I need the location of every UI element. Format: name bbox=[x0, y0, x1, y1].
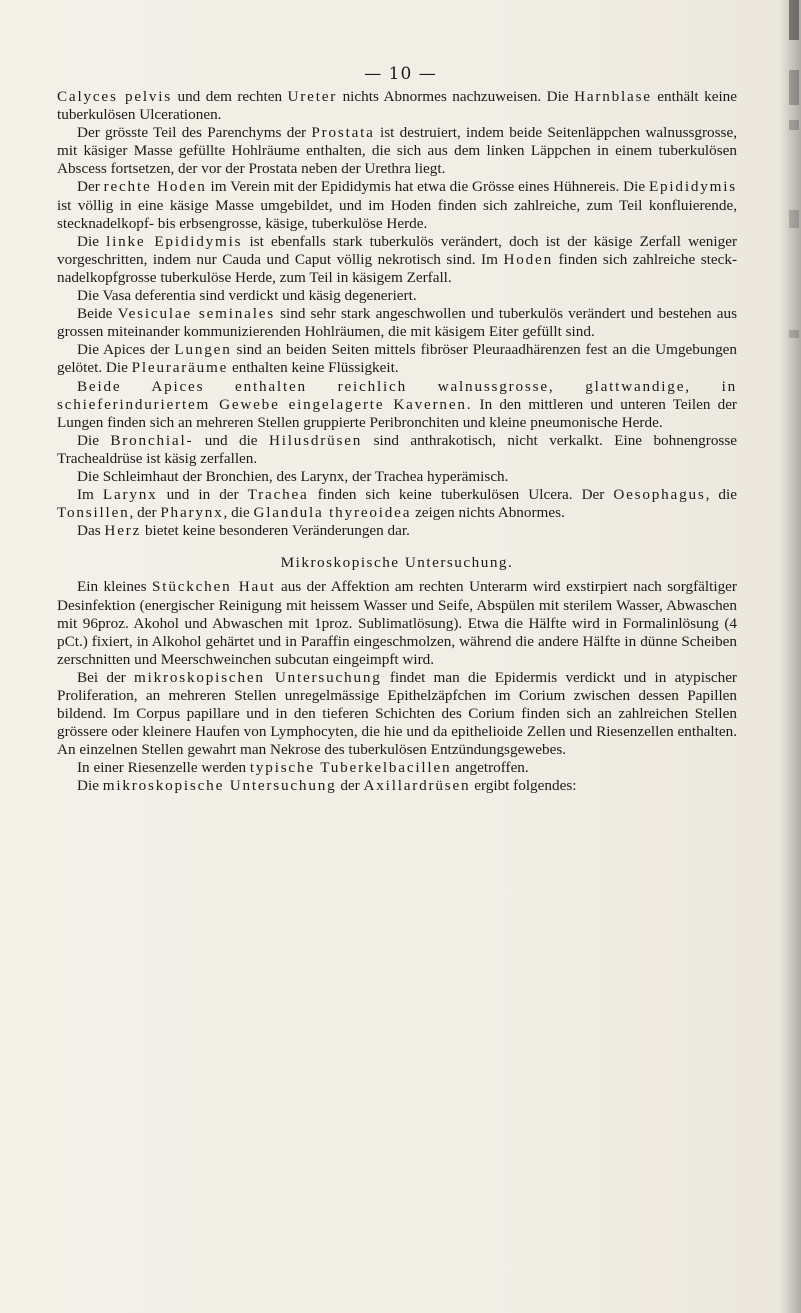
text-run: aus der Affektion am rechten Unterarm wird exstirpiert nach sorgfältiger Desinfektion (energischer Reinigung mit heissem Wasser und Seife, Abspülen mit sterilem Wasser, Abwaschen mit 96proz. Akohol und Abwaschen mit 1proz. Sublimatlösung). Etwa die Hälfte wird in Formalinlösung (4 pCt.) fixiert, in Alkohol gehärtet und in Paraffin eingeschmolzen, während die andere Hälfte in dünne Scheiben zerschnitten und Meerschweinchen subcutan eingeimpft wird. bbox=[57, 578, 737, 668]
paragraph bbox=[57, 669, 737, 759]
text-run: und dem rechten bbox=[172, 88, 288, 105]
text-run: Das bbox=[77, 522, 105, 540]
text-run: nichts Abnormes nachzuweisen. Die bbox=[337, 88, 575, 105]
spaced-term: Tonsillen bbox=[57, 504, 130, 522]
spaced-term: Pleuraräume bbox=[131, 359, 229, 377]
spaced-term: Stückchen Haut bbox=[152, 578, 276, 596]
text-run: angetroffen. bbox=[451, 759, 529, 777]
text-run: finden sich zahlreiche stecknadelkopfgrosse tuberkulöse Herde, zum Teil in käsigem Zerfall. bbox=[57, 250, 738, 286]
text-run: Die bbox=[77, 232, 107, 250]
page-number: — 10 — bbox=[364, 64, 437, 84]
spaced-term: Glandula thyreoidea bbox=[253, 504, 412, 522]
text-run: und in der bbox=[157, 486, 248, 504]
body-text bbox=[57, 88, 737, 796]
spaced-term: Harnblase bbox=[574, 88, 652, 105]
text-run: enthalten keine Flüssigkeit. bbox=[228, 359, 399, 377]
text-run: , die bbox=[223, 504, 254, 522]
text-run: Der grösste Teil des Parenchyms der bbox=[77, 124, 312, 142]
text-run: Die Vasa deferentia sind verdickt und käsig degeneriert. bbox=[77, 287, 417, 305]
spaced-term: linke Epididymis bbox=[106, 232, 243, 250]
spaced-term: Epididymis bbox=[648, 178, 737, 196]
text-run: , der bbox=[129, 504, 161, 522]
paragraph bbox=[57, 432, 737, 468]
text-run: enthält keine tuberkulösen Ulcerationen. bbox=[57, 88, 737, 124]
spaced-term: Trachea bbox=[247, 486, 309, 504]
text-run: In den mittleren und unteren Teilen der Lungen finden sich an mehreren Stellen gruppierte Peribronchiten und kleine pneumonische Herde. bbox=[57, 395, 737, 431]
paragraph bbox=[57, 486, 737, 522]
text-run: In einer Riesenzelle werden bbox=[77, 759, 250, 777]
page-edge-shadow bbox=[779, 0, 801, 1313]
spaced-term: Pharynx bbox=[160, 504, 224, 522]
text-run: Die Schleimhaut der Bronchien, des Larynx, der Trachea hyperämisch. bbox=[77, 467, 509, 485]
paragraph bbox=[57, 522, 737, 540]
paragraph bbox=[57, 378, 737, 432]
text-run: Der bbox=[77, 178, 104, 196]
text-run: und die bbox=[193, 431, 269, 449]
paragraph bbox=[57, 124, 737, 178]
paragraph bbox=[57, 305, 737, 341]
text-run: Bei der bbox=[77, 668, 134, 686]
section-heading: Mikroskopische Untersuchung. bbox=[280, 554, 514, 572]
text-run: sind an beiden Seiten mittels fibröser Pleuraadhärenzen fest an die Umgebungen gelötet. Die bbox=[57, 341, 738, 377]
spaced-term: Vesiculae seminales bbox=[117, 305, 275, 323]
text-run: ergibt folgendes: bbox=[470, 777, 577, 795]
text-run: im Verein mit der Epididymis hat etwa die Grösse eines Hühnereis. Die bbox=[206, 178, 649, 196]
autopsy-findings bbox=[57, 88, 737, 540]
spaced-term: Oesophagus bbox=[613, 486, 706, 504]
text-run: Im bbox=[77, 486, 103, 504]
paragraph bbox=[57, 287, 737, 305]
text-run: bietet keine besonderen Veränderungen dar. bbox=[141, 522, 410, 540]
spaced-term: Bronchial- bbox=[110, 431, 194, 449]
text-run: ist völlig in eine käsige Masse umgebildet, und im Hoden finden sich zahlreiche, zum Teil konfluierende, stecknadelkopf- bis erbsengrosse, käsige, tuberkulöse Herde. bbox=[57, 196, 737, 232]
spaced-term: Ureter bbox=[287, 88, 338, 105]
paragraph bbox=[57, 88, 737, 124]
spaced-term: Lungen bbox=[174, 341, 232, 359]
text-run: Die Apices der bbox=[77, 341, 175, 359]
text-run: ist destruiert, indem beide Seitenläppchen walnussgrosse, mit käsiger Masse gefüllte Hohlräume enthalten, die sich aus dem linken Läppchen in einem tuberkulösen Abscess fortsetzen, der vor der Prostata neben der Urethra liegt. bbox=[57, 124, 737, 178]
spaced-term: mikroskopische Untersuchung bbox=[102, 777, 337, 795]
spaced-term: mikroskopischen Untersuchung bbox=[134, 668, 382, 686]
spaced-term: Calyces pelvis bbox=[57, 88, 173, 105]
spaced-term: Prostata bbox=[311, 124, 375, 142]
microscopic-findings bbox=[57, 578, 737, 795]
paragraph bbox=[57, 578, 737, 668]
text-run: zeigen nichts Abnormes. bbox=[411, 504, 565, 522]
text-run: findet man die Epidermis verdickt und in atypischer Proliferation, an mehreren Stellen unregelmässige Epithelzäpfchen im Corium zwischen dessen Papillen bildend. Im Corpus papillare und in den tieferen Schichten des Corium finden sich an zahlreichen Stellen grössere oder kleinere Haufen von Lymphocyten, die hie und da epithelioide Zellen und Riesenzellen enthalten. An einzelnen Stellen gewahrt man Nekrose des tuberkulösen Entzündungsgewebes. bbox=[57, 668, 737, 759]
spaced-term: Beide Apices enthalten reichlich walnussgrosse, glattwandige, in schieferinduriertem Gewebe eingelagerte Kavernen. bbox=[57, 377, 737, 413]
spaced-term: Axillardrüsen bbox=[363, 777, 471, 795]
text-run: Ein kleines bbox=[77, 578, 153, 596]
paragraph bbox=[57, 759, 737, 777]
text-run: Beide bbox=[77, 305, 118, 323]
text-run: Die bbox=[77, 777, 103, 795]
text-run: Die bbox=[77, 431, 111, 449]
spaced-term: typische Tuberkelbacillen bbox=[249, 759, 452, 777]
text-run: , die bbox=[705, 486, 737, 504]
text-run: der bbox=[336, 777, 364, 795]
spaced-term: Herz bbox=[104, 522, 142, 540]
paragraph bbox=[57, 777, 737, 795]
paragraph bbox=[57, 178, 737, 232]
paragraph bbox=[57, 468, 737, 486]
spaced-term: Hilusdrüsen bbox=[268, 431, 363, 449]
spaced-term: Hoden bbox=[503, 250, 553, 268]
text-run: ist ebenfalls stark tuberkulös verändert, doch ist der käsige Zerfall weniger vorgeschritten, indem nur Cauda und Caput völlig nekrotisch sind. Im bbox=[57, 232, 737, 268]
spaced-term: rechte Hoden bbox=[103, 178, 207, 196]
paragraph bbox=[57, 233, 737, 287]
paragraph bbox=[57, 341, 737, 377]
text-run: sind anthrakotisch, nicht verkalkt. Eine bohnengrosse Trachealdrüse ist käsig zerfallen. bbox=[57, 431, 737, 467]
spaced-term: Larynx bbox=[102, 486, 158, 504]
text-run: finden sich keine tuberkulösen Ulcera. Der bbox=[308, 486, 614, 504]
text-run: sind sehr stark angeschwollen und tuberkulös verändert und bestehen aus grossen miteinander kommunizierenden Hohlräumen, die mit käsigem Eiter gefüllt sind. bbox=[57, 305, 737, 341]
